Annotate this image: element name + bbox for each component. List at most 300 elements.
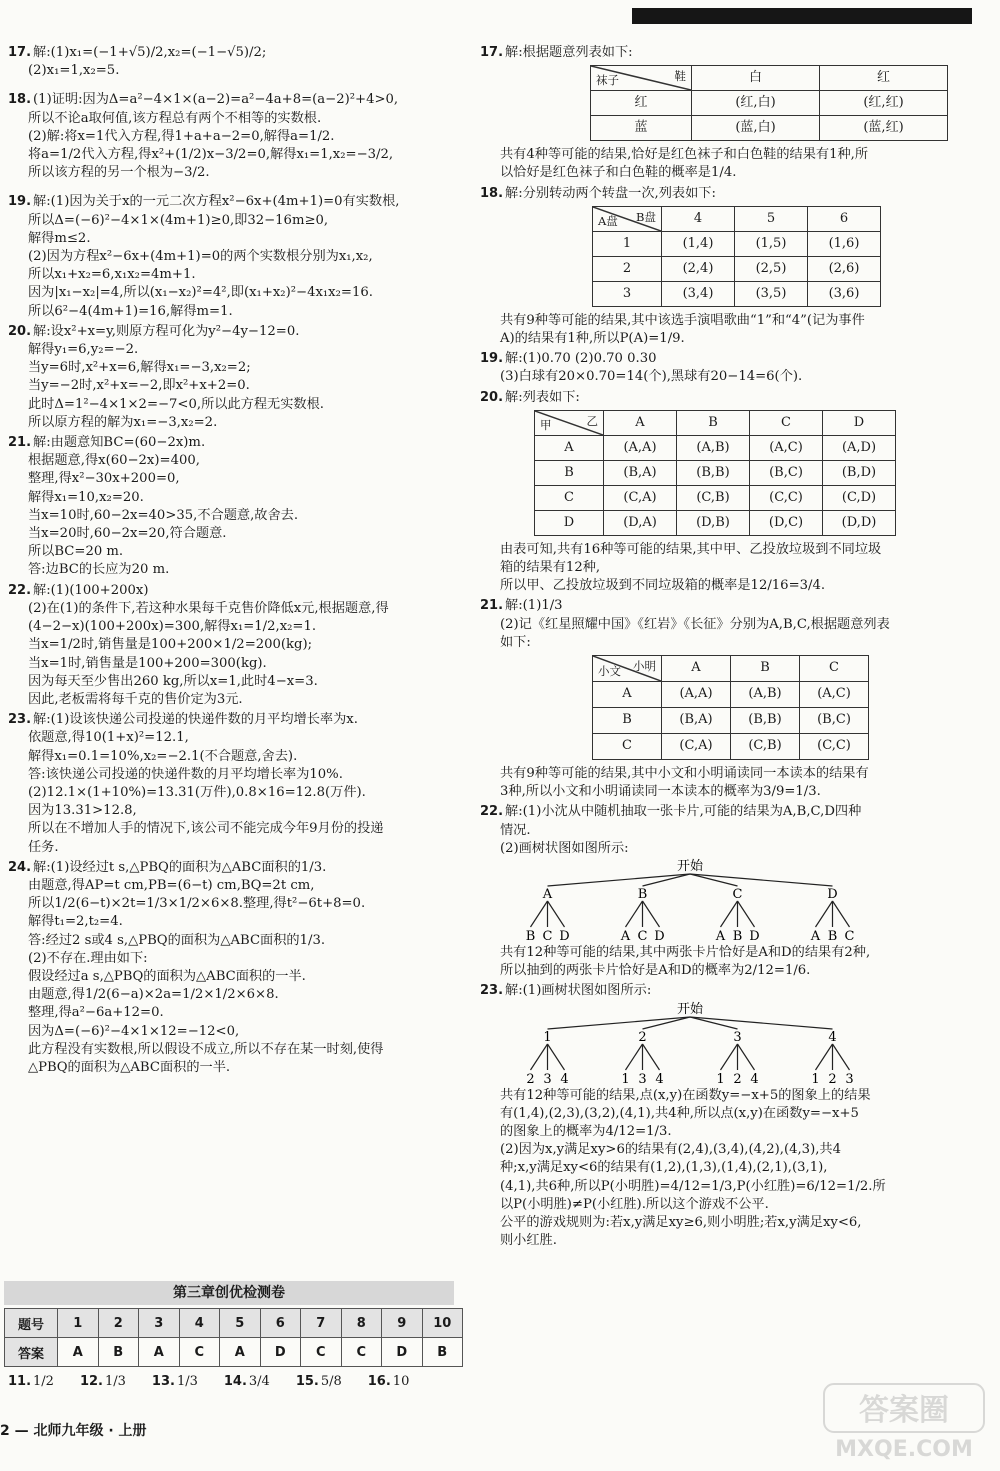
table-column-header: A bbox=[604, 410, 677, 435]
solution-text: 当x=1/2时,销售量是100+200×1/2=200(kg); bbox=[28, 637, 313, 653]
tree-branch bbox=[643, 1044, 660, 1070]
table-row bbox=[593, 231, 881, 256]
solution-text: 当x=1时,销售量是100+200=300(kg). bbox=[28, 655, 267, 671]
solution-text: 因为Δ=(−6)²−4×1×12=−12<0, bbox=[28, 1023, 240, 1039]
solution-line: 则小红胜. bbox=[500, 1233, 557, 1249]
top-black-bar bbox=[632, 8, 972, 24]
question-block-24 bbox=[8, 859, 454, 1077]
question-number-cell: 7 bbox=[301, 1309, 342, 1338]
table-column-header: 红 bbox=[820, 66, 948, 91]
table-column-header: B bbox=[731, 656, 800, 682]
tree-leaf-label: A bbox=[810, 929, 821, 945]
table-corner-cell bbox=[593, 206, 662, 231]
tree-leaf-label: 1 bbox=[811, 1071, 820, 1087]
table-wrap bbox=[480, 206, 980, 307]
solution-text: 所以1/2(6−t)×2t=1/3×1/2×6×8.整理,得t²−6t+8=0. bbox=[28, 896, 366, 912]
solution-text: (2)因为方程x²−6x+(4m+1)=0的两个实数根分别为x₁,x₂, bbox=[28, 249, 373, 265]
solution-text: 任务. bbox=[28, 839, 59, 855]
left-column bbox=[8, 44, 454, 1088]
table-cell: (1,5) bbox=[735, 231, 808, 256]
question-block-20 bbox=[480, 389, 980, 596]
table-row bbox=[593, 256, 881, 281]
solution-line bbox=[8, 507, 454, 525]
question-block-23 bbox=[480, 982, 980, 1250]
solution-line bbox=[8, 62, 454, 80]
solution-line bbox=[8, 91, 454, 109]
solution-line bbox=[480, 803, 980, 821]
solution-line bbox=[8, 895, 454, 913]
tree-root-label: 开始 bbox=[676, 859, 704, 875]
solution-line: 共有12种等可能的结果,其中两张卡片恰好是A和D的结果有2种, bbox=[500, 945, 871, 961]
table-row-header: A bbox=[535, 435, 604, 460]
question-number-cell: 10 bbox=[422, 1309, 463, 1338]
solution-line bbox=[8, 877, 454, 895]
solution-line bbox=[8, 434, 454, 452]
answer-cell: D bbox=[260, 1338, 301, 1367]
solution-line bbox=[8, 1059, 454, 1077]
table-row-header: A bbox=[593, 682, 662, 708]
solution-line bbox=[8, 543, 454, 561]
table-column-header: A bbox=[662, 656, 731, 682]
solution-line bbox=[8, 341, 454, 359]
table-column-header: D bbox=[823, 410, 896, 435]
solution-text: 所以该方程的另一个根为−3/2. bbox=[28, 165, 210, 181]
corner-bottom-label: 小文 bbox=[598, 663, 621, 678]
solution-line bbox=[8, 636, 454, 654]
fill-in-number: 12. bbox=[79, 1374, 103, 1389]
solution-line: 3种,所以小文和小明诵读同一本读本的概率为3/9=1/3. bbox=[500, 784, 821, 800]
tree-node-label: 1 bbox=[543, 1029, 552, 1045]
solution-text: 解:(1)设经过t s,△PBQ的面积为△ABC面积的1/3. bbox=[33, 859, 327, 875]
solution-line: 箱的结果有12种, bbox=[500, 560, 601, 576]
right-column bbox=[480, 44, 980, 1253]
table-cell: (A,D) bbox=[823, 435, 896, 460]
tree-leaf-label: B bbox=[827, 929, 838, 945]
solution-text: 当y=6时,x²+x=6,解得x₁=−3,x₂=2; bbox=[28, 360, 251, 376]
answer-cell: A bbox=[139, 1338, 180, 1367]
answer-cell: D bbox=[382, 1338, 423, 1367]
table-cell: (B,C) bbox=[800, 708, 869, 734]
answer-cell: B bbox=[422, 1338, 463, 1367]
page-footer: 2 — 北师九年级 · 上册 bbox=[0, 1423, 147, 1439]
table-cell: (2,5) bbox=[735, 256, 808, 281]
table-row bbox=[535, 485, 896, 510]
solution-line bbox=[8, 359, 454, 377]
tree-leaf-label: A bbox=[620, 929, 631, 945]
tree-branch bbox=[626, 901, 643, 927]
corner-top-label: B盘 bbox=[636, 209, 656, 224]
table-row bbox=[591, 116, 948, 141]
question-number-cell: 9 bbox=[382, 1309, 423, 1338]
answer-table bbox=[4, 1308, 463, 1367]
solution-line bbox=[8, 913, 454, 931]
table-cell: (1,6) bbox=[808, 231, 881, 256]
solution-text: 由题意,得1/2(6−a)×2a=1/2×1/2×6×8. bbox=[28, 987, 279, 1003]
solution-line bbox=[480, 368, 980, 386]
solution-line: 有(1,4),(2,3),(3,2),(4,1),共4种,所以点(x,y)在函数y=−x+5 bbox=[500, 1105, 859, 1121]
table-cell: (C,A) bbox=[662, 734, 731, 760]
solution-line: 如下: bbox=[500, 634, 531, 650]
question-block-19 bbox=[8, 193, 454, 320]
question-block-17 bbox=[8, 44, 454, 80]
solution-line: 以恰好是红色袜子和白色鞋的概率是1/4. bbox=[500, 165, 737, 181]
solution-line bbox=[8, 377, 454, 395]
table-wrap bbox=[480, 655, 980, 760]
table-cell: (C,A) bbox=[604, 485, 677, 510]
question-number: 23. bbox=[8, 712, 32, 728]
tree-leaf-label: 1 bbox=[621, 1071, 630, 1087]
tree-node-label: 4 bbox=[828, 1029, 837, 1045]
solution-text: 由题意,得AP=t cm,PB=(6−t) cm,BQ=2t cm, bbox=[28, 877, 315, 893]
solution-text: 解:(1)(100+200x) bbox=[33, 582, 149, 598]
solution-text: 依题意,得10(1+x)²=12.1, bbox=[28, 730, 189, 746]
table-cell: (D,C) bbox=[750, 510, 823, 535]
tree-branch bbox=[816, 1044, 833, 1070]
solution-line bbox=[8, 230, 454, 248]
tree-root-label: 开始 bbox=[676, 1001, 704, 1017]
table-cell: (3,4) bbox=[662, 281, 735, 306]
solution-text: 因此,老板需将每千克的售价定为3元. bbox=[28, 691, 243, 707]
table-column-header: 5 bbox=[735, 206, 808, 231]
question-number: 22. bbox=[480, 804, 504, 820]
solution-line bbox=[480, 44, 980, 62]
question-number: 21. bbox=[8, 435, 32, 451]
solution-text: (2)在(1)的条件下,若这种水果每千克售价降低x元,根据题意,得 bbox=[28, 600, 389, 616]
solution-text: 答:经过2 s或4 s,△PBQ的面积为△ABC面积的1/3. bbox=[28, 932, 326, 948]
tree-leaf-label: 4 bbox=[655, 1071, 664, 1087]
table-cell: (蓝,白) bbox=[692, 116, 820, 141]
table-row bbox=[535, 460, 896, 485]
solution-text: 因为每天至少售出260 kg,所以x=1,此时4−x=3. bbox=[28, 673, 318, 689]
table-row-header: 3 bbox=[593, 281, 662, 306]
tree-leaf-label: 3 bbox=[845, 1071, 854, 1087]
question-number: 19. bbox=[8, 194, 32, 210]
solution-text: 所以BC=20 m. bbox=[28, 544, 124, 560]
probability-table bbox=[592, 655, 869, 760]
fill-in-number: 11. bbox=[8, 1374, 32, 1389]
probability-table bbox=[590, 65, 948, 141]
table-column-header: C bbox=[800, 656, 869, 682]
tree-branch bbox=[816, 901, 833, 927]
table-cell: (D,D) bbox=[823, 510, 896, 535]
tree-leaf-label: C bbox=[542, 929, 553, 945]
solution-line bbox=[8, 932, 454, 950]
table-cell: (B,D) bbox=[823, 460, 896, 485]
table-row bbox=[593, 682, 869, 708]
tree-branch bbox=[738, 1044, 755, 1070]
question-number: 17. bbox=[8, 45, 32, 60]
tree-leaf-label: 3 bbox=[638, 1071, 647, 1087]
table-cell: (A,B) bbox=[677, 435, 750, 460]
table-corner-cell bbox=[591, 66, 692, 91]
tree-leaf-label: D bbox=[749, 929, 760, 945]
tree-branch bbox=[643, 901, 660, 927]
tree-branch bbox=[626, 1044, 643, 1070]
solution-text: 此时Δ=1²−4×1×2=−7<0,所以此方程无实数根. bbox=[28, 396, 324, 412]
question-block-21 bbox=[8, 434, 454, 580]
solution-text: 解得y₁=6,y₂=−2. bbox=[28, 342, 139, 358]
table-cell: (2,4) bbox=[662, 256, 735, 281]
tree-leaf-label: 3 bbox=[543, 1071, 552, 1087]
table-cell: (B,C) bbox=[750, 460, 823, 485]
solution-line bbox=[8, 193, 454, 211]
solution-line bbox=[8, 859, 454, 877]
solution-line bbox=[8, 284, 454, 302]
table-cell: (C,B) bbox=[677, 485, 750, 510]
spacer bbox=[8, 82, 454, 91]
question-number: 18. bbox=[480, 185, 504, 201]
solution-text: 解:(1)小沈从中随机抽取一张卡片,可能的结果为A,B,C,D四种 bbox=[505, 804, 862, 820]
fill-in-value: 10 bbox=[392, 1374, 410, 1389]
tree-branch bbox=[721, 1044, 738, 1070]
solution-text: 解:列表如下: bbox=[505, 389, 580, 405]
solution-line: 共有9种等可能的结果,其中小文和小明诵读同一本读本的结果有 bbox=[500, 766, 869, 782]
table-row-header: C bbox=[593, 734, 662, 760]
question-number: 23. bbox=[480, 983, 504, 999]
solution-line: (2)记《红星照耀中国》《红岩》《长征》分别为A,B,C,根据题意列表 bbox=[500, 616, 890, 632]
table-cell: (3,5) bbox=[735, 281, 808, 306]
solution-text: 解:(1)x₁=(−1+√5)/2,x₂=(−1−√5)/2; bbox=[33, 45, 267, 60]
solution-line bbox=[8, 489, 454, 507]
fill-in-answers bbox=[8, 1374, 435, 1389]
solution-line bbox=[8, 525, 454, 543]
question-number-cell: 1 bbox=[58, 1309, 99, 1338]
question-block-22 bbox=[480, 803, 980, 980]
tree-leaf-label: B bbox=[732, 929, 743, 945]
corner-bottom-label: A盘 bbox=[598, 213, 618, 228]
table-row-header: B bbox=[535, 460, 604, 485]
table-cell: (A,C) bbox=[750, 435, 823, 460]
corner-top-label: 鞋 bbox=[674, 69, 686, 84]
table-row bbox=[593, 281, 881, 306]
solution-line bbox=[8, 802, 454, 820]
solution-text: 所以Δ=(−6)²−4×1×(4m+1)≥0,即32−16m≥0, bbox=[28, 212, 329, 228]
tree-leaf-label: B bbox=[525, 929, 536, 945]
question-number-cell: 4 bbox=[179, 1309, 220, 1338]
solution-text: 解:(1)画树状图如图所示: bbox=[505, 983, 652, 999]
fill-in-value: 1/3 bbox=[176, 1374, 198, 1389]
solution-text: (1)证明:因为Δ=a²−4×1×(a−2)=a²−4a+8=(a−2)²+4>0, bbox=[33, 92, 399, 108]
table-row bbox=[593, 708, 869, 734]
table-cell: (1,4) bbox=[662, 231, 735, 256]
solution-text: 解得m≤2. bbox=[28, 230, 91, 246]
fill-in-item bbox=[296, 1374, 342, 1389]
tree-leaf-label: C bbox=[637, 929, 648, 945]
solution-text: 所以x₁+x₂=6,x₁x₂=4m+1. bbox=[28, 267, 196, 283]
solution-line bbox=[8, 212, 454, 230]
table-row-header: 2 bbox=[593, 256, 662, 281]
solution-line bbox=[8, 1023, 454, 1041]
table-wrap bbox=[480, 410, 980, 536]
solution-text: 解:分别转动两个转盘一次,列表如下: bbox=[505, 185, 716, 201]
question-number-cell: 3 bbox=[139, 1309, 180, 1338]
fill-in-item bbox=[224, 1374, 270, 1389]
table-header-row bbox=[591, 66, 948, 91]
watermark-logo bbox=[816, 1378, 992, 1462]
question-number-cell: 2 bbox=[98, 1309, 139, 1338]
solution-line bbox=[8, 691, 454, 709]
solution-line bbox=[8, 146, 454, 164]
solution-text: 情况. bbox=[500, 822, 531, 838]
spacer bbox=[8, 1079, 454, 1088]
solution-line: 共有4种等可能的结果,恰好是红色袜子和白色鞋的结果有1种,所 bbox=[500, 147, 869, 163]
question-number: 19. bbox=[480, 351, 504, 367]
fill-in-item bbox=[8, 1374, 54, 1389]
table-cell: (蓝,红) bbox=[820, 116, 948, 141]
solution-text: 此方程没有实数根,所以假设不成立,所以不存在某一时刻,使得 bbox=[28, 1041, 384, 1057]
solution-line bbox=[8, 248, 454, 266]
table-cell: (C,B) bbox=[731, 734, 800, 760]
solution-text: 假设经过a s,△PBQ的面积为△ABC面积的一半. bbox=[28, 968, 306, 984]
fill-in-item bbox=[80, 1374, 126, 1389]
table-row-header: D bbox=[535, 510, 604, 535]
solution-line bbox=[8, 986, 454, 1004]
solution-text: △PBQ的面积为△ABC面积的一半. bbox=[28, 1059, 231, 1075]
fill-in-number: 13. bbox=[151, 1374, 175, 1389]
table-row bbox=[535, 510, 896, 535]
table-column-header: 6 bbox=[808, 206, 881, 231]
question-number: 22. bbox=[8, 582, 32, 598]
solution-text: (2)x₁=1,x₂=5. bbox=[28, 63, 120, 79]
table-row bbox=[591, 91, 948, 116]
solution-text: 解:(1)设该快递公司投递的快递件数的月平均增长率为x. bbox=[33, 712, 358, 728]
corner-top-label: 乙 bbox=[586, 413, 598, 428]
table-cell: (A,A) bbox=[662, 682, 731, 708]
solution-text: 因为|x₁−x₂|=4,所以(x₁−x₂)²=4²,即(x₁+x₂)²−4x₁x₂=16. bbox=[28, 285, 373, 301]
solution-line: 共有12种等可能的结果,点(x,y)在函数y=−x+5的图象上的结果 bbox=[500, 1087, 871, 1103]
solution-line bbox=[480, 840, 980, 858]
spacer bbox=[8, 184, 454, 193]
fill-in-value: 5/8 bbox=[320, 1374, 342, 1389]
solution-line bbox=[8, 414, 454, 432]
answer-cell: A bbox=[58, 1338, 99, 1367]
solution-line: 所以甲、乙投放垃圾到不同垃圾箱的概率是12/16=3/4. bbox=[500, 578, 826, 594]
solution-line: 种;x,y满足xy<6的结果有(1,2),(1,3),(1,4),(2,1),(3,1), bbox=[500, 1160, 828, 1176]
solution-line bbox=[8, 323, 454, 341]
table-row-header: C bbox=[535, 485, 604, 510]
table-cell: (B,B) bbox=[677, 460, 750, 485]
solution-line bbox=[8, 452, 454, 470]
solution-line bbox=[8, 968, 454, 986]
table-cell: (B,B) bbox=[731, 708, 800, 734]
solution-line bbox=[8, 711, 454, 729]
tree-leaf-label: D bbox=[559, 929, 570, 945]
solution-line bbox=[8, 729, 454, 747]
solution-text: 解:设x²+x=y,则原方程可化为y²−4y−12=0. bbox=[33, 323, 300, 339]
tree-leaf-label: C bbox=[844, 929, 855, 945]
tree-diagram bbox=[500, 858, 880, 944]
solution-line bbox=[8, 582, 454, 600]
corner-bottom-label: 袜子 bbox=[596, 73, 619, 87]
svg-text:答案圈: 答案圈 bbox=[859, 1393, 949, 1428]
solution-line: 共有9种等可能的结果,其中该选手演唱歌曲“1”和“4”(记为事件 bbox=[500, 312, 865, 328]
answer-cell: B bbox=[98, 1338, 139, 1367]
solution-text: 答:该快递公司投递的快递件数的月平均增长率为10%. bbox=[28, 766, 343, 782]
row-label: 题号 bbox=[5, 1309, 58, 1338]
solution-text: 答:边BC的长应为20 m. bbox=[28, 562, 170, 578]
solution-line bbox=[8, 128, 454, 146]
svg-text:MXQE.COM: MXQE.COM bbox=[835, 1437, 973, 1462]
probability-table bbox=[592, 206, 881, 307]
tree-leaf-label: 4 bbox=[560, 1071, 569, 1087]
question-number: 21. bbox=[480, 598, 504, 614]
solution-line: 公平的游戏规则为:若x,y满足xy≥6,则小明胜;若x,y满足xy<6, bbox=[500, 1215, 862, 1231]
answer-cell: C bbox=[301, 1338, 342, 1367]
solution-line bbox=[8, 950, 454, 968]
question-number: 17. bbox=[480, 45, 504, 60]
solution-text: 解得x₁=10,x₂=20. bbox=[28, 489, 144, 505]
table-cell: (B,A) bbox=[604, 460, 677, 485]
question-block-19 bbox=[480, 350, 980, 386]
table-cell: (红,白) bbox=[692, 91, 820, 116]
tree-node-label: C bbox=[732, 887, 743, 903]
table-column-header: B bbox=[677, 410, 750, 435]
solution-text: 所以不论a取何值,该方程总有两个不相等的实数根. bbox=[28, 110, 322, 126]
solution-text: (2)画树状图如图所示: bbox=[500, 840, 629, 856]
table-header-row bbox=[535, 410, 896, 435]
tree-leaf-label: D bbox=[654, 929, 665, 945]
solution-text: 将a=1/2代入方程,得x²+(1/2)x−3/2=0,解得x₁=1,x₂=−3/2, bbox=[28, 147, 394, 163]
table-cell: (红,红) bbox=[820, 91, 948, 116]
solution-line bbox=[8, 748, 454, 766]
solution-line bbox=[8, 561, 454, 579]
tree-branch bbox=[531, 901, 548, 927]
question-number-cell: 8 bbox=[341, 1309, 382, 1338]
table-cell: (D,B) bbox=[677, 510, 750, 535]
solution-text: 当y=−2时,x²+x=−2,即x²+x+2=0. bbox=[28, 378, 250, 394]
corner-bottom-label: 甲 bbox=[540, 417, 552, 432]
solution-line bbox=[8, 600, 454, 618]
solution-line bbox=[8, 110, 454, 128]
fill-in-value: 1/2 bbox=[33, 1374, 54, 1389]
table-column-header: 4 bbox=[662, 206, 735, 231]
answer-cell: C bbox=[341, 1338, 382, 1367]
table-cell: (3,6) bbox=[808, 281, 881, 306]
solution-line bbox=[8, 618, 454, 636]
question-number: 24. bbox=[8, 859, 32, 875]
solution-text: 解得t₁=2,t₂=4. bbox=[28, 914, 123, 930]
solution-text: 所以6²−4(4m+1)=16,解得m=1. bbox=[28, 303, 233, 319]
row-label: 答案 bbox=[5, 1338, 58, 1367]
table-cell: (A,C) bbox=[800, 682, 869, 708]
solution-line bbox=[480, 350, 980, 368]
solution-text: 整理,得x²−30x+200=0, bbox=[28, 471, 180, 487]
tree-leaf-label: 1 bbox=[716, 1071, 725, 1087]
question-number-cell: 5 bbox=[220, 1309, 261, 1338]
fill-in-value: 3/4 bbox=[248, 1374, 270, 1389]
solution-line bbox=[8, 396, 454, 414]
solution-line bbox=[480, 389, 980, 407]
tree-branch bbox=[833, 901, 850, 927]
table-row bbox=[593, 734, 869, 760]
solution-text: 解:由题意知BC=(60−2x)m. bbox=[33, 435, 206, 451]
tree-node-label: 2 bbox=[638, 1029, 647, 1045]
question-number: 18. bbox=[8, 92, 32, 108]
solution-line bbox=[8, 1041, 454, 1059]
table-cell: (C,C) bbox=[800, 734, 869, 760]
answer-cell: A bbox=[220, 1338, 261, 1367]
solution-text: (2)12.1×(1+10%)=13.31(万件),0.8×16=12.8(万件). bbox=[28, 784, 366, 800]
tree-leaf-label: 2 bbox=[526, 1071, 535, 1087]
solution-line bbox=[480, 982, 980, 1000]
tree-branch bbox=[548, 1044, 565, 1070]
table-cell: (2,6) bbox=[808, 256, 881, 281]
table-cell: (D,A) bbox=[604, 510, 677, 535]
solution-text: (2)不存在.理由如下: bbox=[28, 950, 148, 966]
table-cell: (C,C) bbox=[750, 485, 823, 510]
solution-line bbox=[8, 784, 454, 802]
solution-line: 由表可知,共有16种等可能的结果,其中甲、乙投放垃圾到不同垃圾 bbox=[500, 541, 882, 557]
